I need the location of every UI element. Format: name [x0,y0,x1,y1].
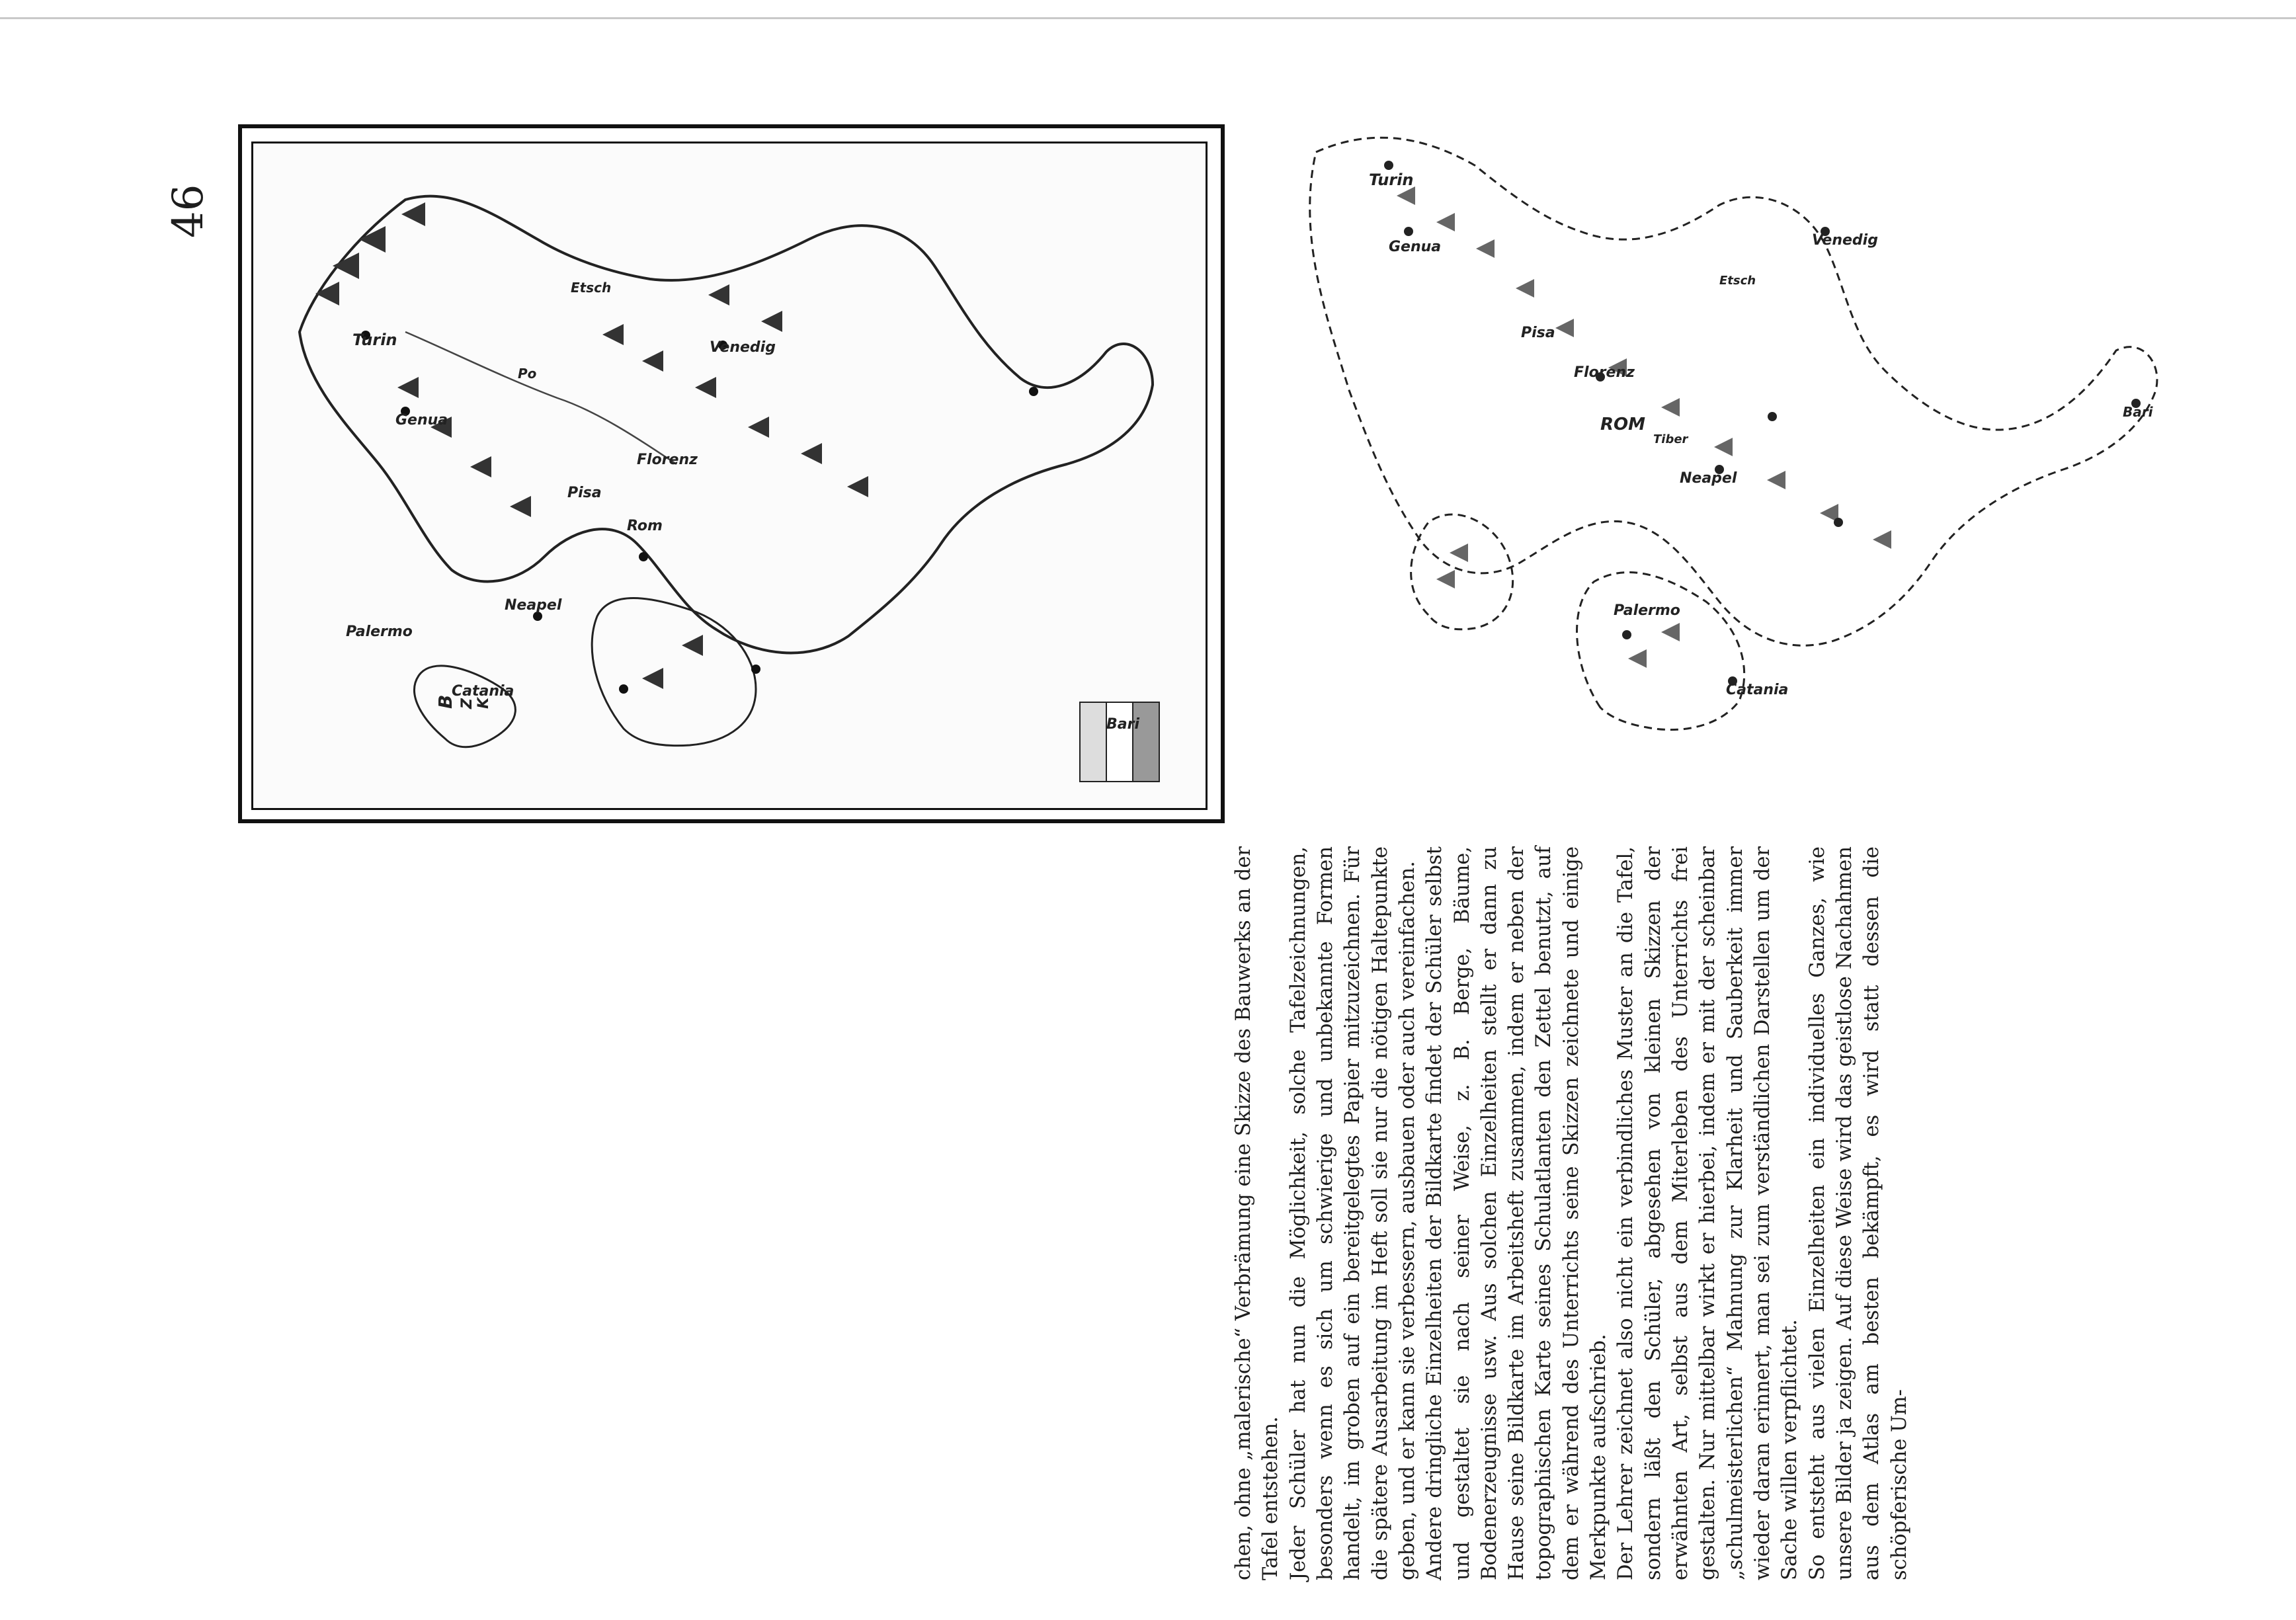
upper-map-label-etsch: Etsch [571,280,612,296]
upper-map-label-palermo: Palermo [346,624,413,640]
lower-map-label-florenz: Florenz [1574,364,1635,381]
upper-map-label-neapel: Neapel [505,597,562,614]
upper-map-label-k: K [475,697,492,709]
paragraph: Andere dringliche Einzelheiten der Bildkarte findet der Schüler selbst und gestaltet sie nach seiner Weise, z. B. Berge, Bäume, Bodenerzeugnisse usw. Aus solchen Einzelheiten stellt er dann zu Hause seine Bildkarte im Arbeitsheft zusammen, indem er neben der topographischen Karte seines Schulatlanten den Zettel benutzt, auf dem er während des Unterrichts seine Skizzen zeichnete und einige Merkpunkte aufschrieb. [1423,846,1611,1580]
lower-map-label-tiber: Tiber [1653,432,1688,446]
lower-map-label-pisa: Pisa [1521,325,1555,341]
page-number: 46 [164,184,213,238]
paragraph: Jeder Schüler hat nun die Möglichkeit, solche Tafelzeichnungen, besonders wenn es sich um schwierige und unbekannte Formen handelt, im groben auf ein bereitgelegtes Papier mitzuzeichnen. Für die spätere Ausarbeitung im Heft soll sie nur die nötigen Haltepunkte geben, und er kann sie verbessern, ausbauen oder auch vereinfachen. [1286,846,1419,1580]
lower-map-label-neapel: Neapel [1680,470,1737,487]
upper-map-label-catania: Catania [452,683,514,700]
lower-map-label-rom: ROM [1600,415,1645,434]
upper-map-label-bari: Bari [1106,716,1140,733]
lower-map-label-catania: Catania [1726,682,1789,698]
upper-map-label-z: Z [459,698,475,709]
text-column-left [1230,846,1913,1580]
upper-map-label-venedig: Venedig [710,339,776,356]
upper-map-drawing [251,142,1208,810]
lower-map-label-bari: Bari [2123,404,2153,420]
lower-map-label-etsch: Etsch [1719,274,1756,288]
lower-map-label-venedig: Venedig [1812,232,1878,249]
lower-map-drawing [1256,86,2275,800]
lower-map-label-turin: Turin [1369,171,1414,189]
paragraph: So entsteht aus vielen Einzelheiten ein individuelles Ganzes, wie unsere Bilder ja zeigen. Auf diese Weise wird das geistlose Nachahmen aus dem Atlas am besten bekämpft, es wird statt dessen die schöpferische Um- [1805,846,1911,1580]
paragraph: Der Lehrer zeichnet also nicht ein verbindliches Muster an die Tafel, sondern läßt den Schüler, abgesehen von kleinen Skizzen der erwähnten Art, selbst aus dem Miterleben des Unterrichts frei gestalten. Nur mittelbar wirkt er hierbei, indem er mit der scheinbar „schulmeisterlichen“ Mahnung zur Klarheit und Sauberkeit immer wieder daran erinnert, man sei zum verständlichen Darstellen um der Sache willen verpflichtet. [1614,846,1802,1580]
upper-map-label-genua: Genua [395,412,448,428]
upper-map-label-rom: Rom [627,518,663,534]
upper-map-label-pisa: Pisa [567,485,602,501]
upper-map-label-po: Po [518,366,537,382]
upper-map-label-turin: Turin [352,331,397,349]
lower-map-label-palermo: Palermo [1614,602,1680,619]
paragraph: chen, ohne „malerische“ Verbrämung eine Skizze des Bauwerks an der Tafel entstehen. [1232,846,1283,1580]
upper-map-label-b: B [434,694,456,709]
upper-map-label-florenz: Florenz [637,452,698,468]
lower-map-label-genua: Genua [1389,239,1442,255]
